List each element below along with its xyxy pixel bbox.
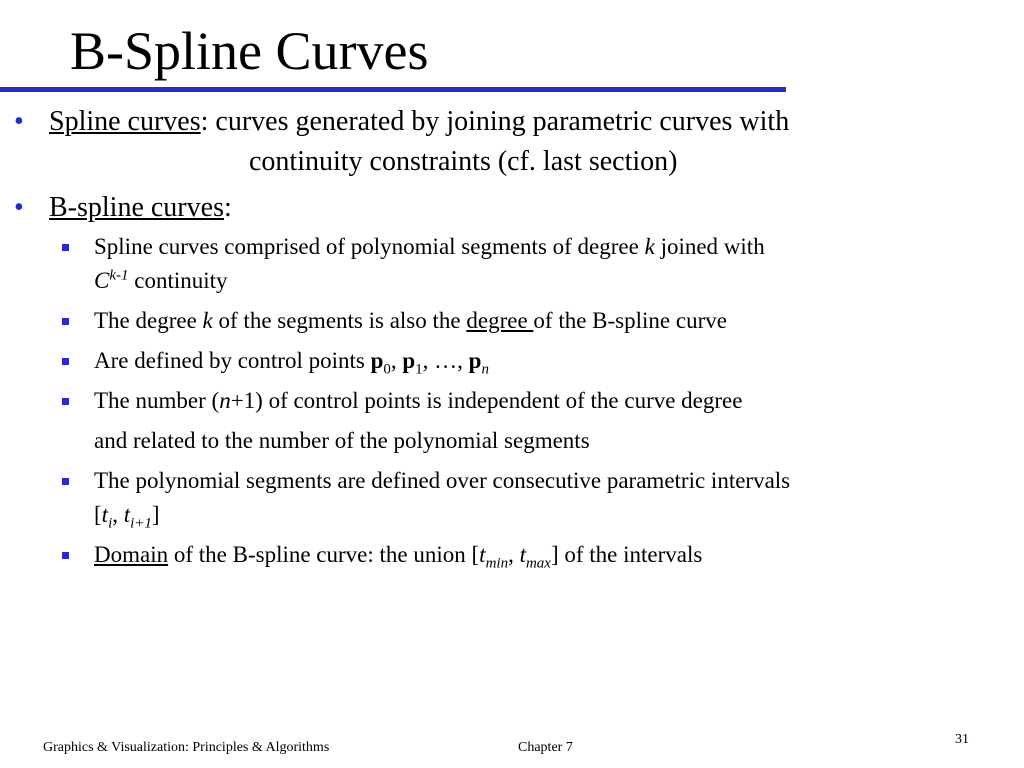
subbullet-control-points <box>0 344 1024 378</box>
footer-chapter: Chapter 7 <box>518 740 573 755</box>
slide-title: B-Spline Curves <box>70 21 429 81</box>
square-bullet-icon <box>62 552 69 559</box>
subbullet-polynomial-segments <box>0 230 1024 298</box>
text: ] of the intervals <box>550 542 703 567</box>
symbol-p: p <box>468 348 482 373</box>
subscript-i-plus-1: i+1 <box>130 515 152 532</box>
symbol-p: p <box>370 348 384 373</box>
text: Spline curves comprised of polynomial segments of degree <box>94 234 645 259</box>
text: [ <box>94 502 102 527</box>
subscript-0: 0 <box>383 361 391 378</box>
text: Are defined by control points <box>94 348 371 373</box>
bullet-spline-curves <box>0 102 1024 182</box>
symbol-k: k <box>202 308 213 333</box>
text: , …, <box>422 348 469 373</box>
term-domain: Domain <box>94 542 169 567</box>
square-bullet-icon <box>62 398 69 405</box>
subbullet-parametric-intervals <box>0 464 1024 532</box>
text: The polynomial segments are defined over consecutive parametric intervals <box>94 468 791 493</box>
subbullet-domain <box>0 538 1024 572</box>
superscript-k-minus-1: k-1 <box>109 267 129 284</box>
symbol-t: t <box>479 542 486 567</box>
term-degree: degree <box>466 308 534 333</box>
definition-continuation: continuity constraints (cf. last section) <box>249 146 678 177</box>
symbol-k: k <box>644 234 655 259</box>
bullet-b-spline-curves <box>0 188 1024 228</box>
text: of the B-spline curve <box>533 308 727 333</box>
square-bullet-icon <box>62 318 69 325</box>
text: , <box>390 348 403 373</box>
text: of the B-spline curve: the union [ <box>168 542 480 567</box>
text: of the segments is also the <box>212 308 467 333</box>
title-underline <box>0 87 786 92</box>
footer-book-title: Graphics & Visualization: Principles & Algorithms <box>43 740 330 755</box>
square-bullet-icon <box>62 358 69 365</box>
symbol-t: t <box>519 542 526 567</box>
symbol-n: n <box>219 388 231 413</box>
colon: : <box>200 106 216 137</box>
symbol-t: t <box>101 502 109 527</box>
definition-text: curves generated by joining parametric curves with <box>215 106 790 137</box>
colon: : <box>223 192 232 223</box>
subscript-n: n <box>481 361 489 378</box>
symbol-t: t <box>123 502 131 527</box>
subscript-1: 1 <box>415 361 423 378</box>
term-b-spline-curves: B-spline curves <box>49 192 224 223</box>
symbol-C: C <box>94 268 110 293</box>
square-bullet-icon <box>62 478 69 485</box>
subscript-min: min <box>485 555 509 572</box>
subbullet-degree <box>0 304 1024 338</box>
square-bullet-icon <box>62 244 69 251</box>
text: , <box>112 502 124 527</box>
page-number: 31 <box>955 732 969 747</box>
text-continuation: and related to the number of the polynomial segments <box>94 428 590 453</box>
text: The number ( <box>94 388 220 413</box>
bullet-dot-icon: • <box>14 192 24 223</box>
text: continuity <box>128 268 228 293</box>
text: ] <box>151 502 160 527</box>
text: , <box>508 542 520 567</box>
symbol-p: p <box>402 348 416 373</box>
text: +1) of control points is independent of the curve degree <box>230 388 743 413</box>
term-spline-curves: Spline curves <box>49 106 201 137</box>
subbullet-number-of-control-points <box>0 384 1024 458</box>
subscript-max: max <box>525 555 551 572</box>
slide-body <box>0 102 1024 578</box>
bullet-dot-icon: • <box>14 106 24 137</box>
text: joined with <box>654 234 765 259</box>
text: The degree <box>94 308 203 333</box>
subscript-i: i <box>108 515 113 532</box>
